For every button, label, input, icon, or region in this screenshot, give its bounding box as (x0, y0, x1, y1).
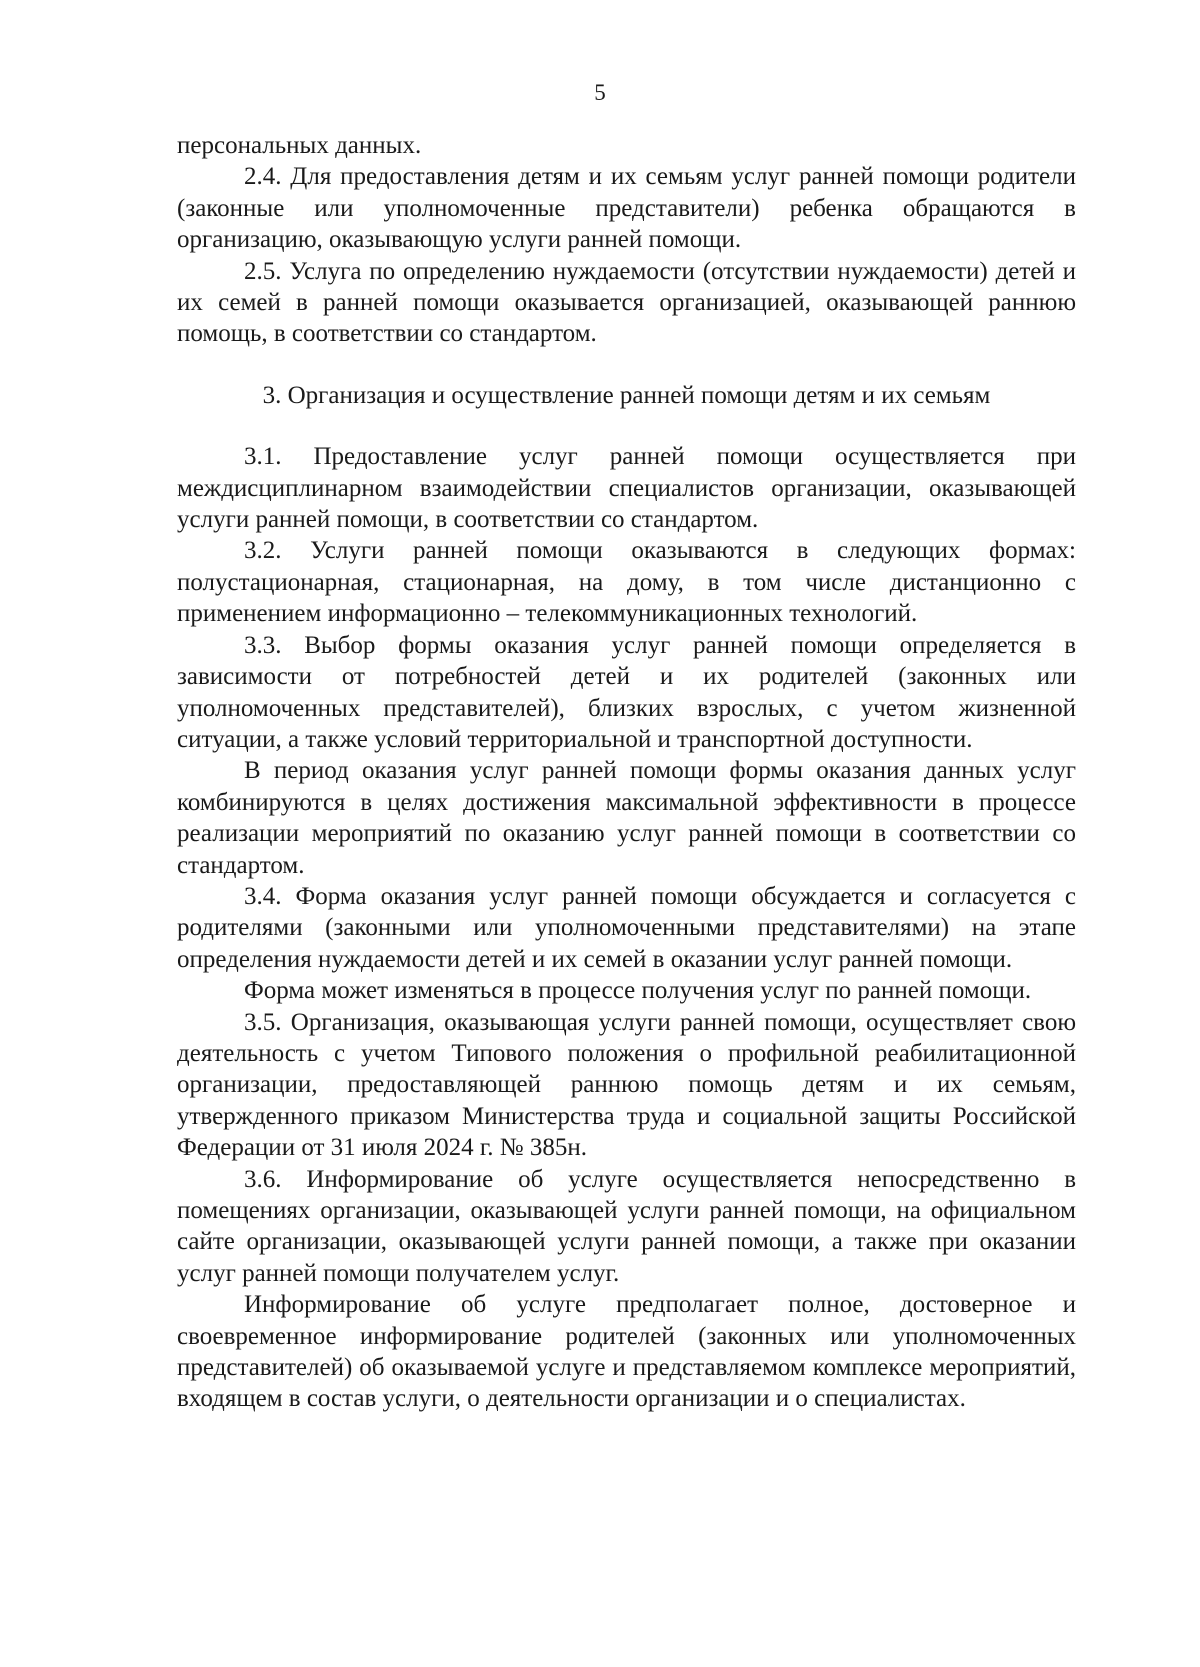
paragraph-3-4-continued: Форма может изменяться в процессе получения услуг по ранней помощи. (244, 977, 1032, 1005)
paragraph-2-5: 2.5. Услуга по определению нуждаемости (отсутствии нуждаемости) детей и их семей в ранней помощи оказывается организацией, оказывающей раннюю помощь, в соответствии со стандартом. (177, 257, 1076, 348)
paragraph-3-1: 3.1. Предоставление услуг ранней помощи осуществляется при междисциплинарном взаимодействии специалистов организации, оказывающей услуги ранней помощи, в соответствии со стандартом. (177, 443, 1076, 534)
page-number: 5 (594, 80, 606, 105)
paragraph-3-3-continued: В период оказания услуг ранней помощи формы оказания данных услуг комбинируются в целях достижения максимальной эффективности в процессе реализации мероприятий по оказанию услуг ранней помощи в соответствии со стандартом. (177, 757, 1076, 879)
paragraph-3-6-continued: Информирование об услуге предполагает полное, достоверное и своевременное информирование родителей (законных или уполномоченных представителей) об оказываемой услуге и представляемом комплексе мероприятий, входящем в состав услуги, о деятельности организации и о специалистах. (177, 1291, 1076, 1413)
paragraph-3-5: 3.5. Организация, оказывающая услуги ранней помощи, осуществляет свою деятельность с учетом Типового положения о профильной реабилитационной организации, предоставляющей раннюю помощь детям и их семьям, утвержденного приказом Министерства труда и социальной защиты Российской Федерации от 31 июля 2024 г. № 385н. (177, 1008, 1076, 1162)
paragraph-3-4: 3.4. Форма оказания услуг ранней помощи обсуждается и согласуется с родителями (законными или уполномоченными представителями) на этапе определения нуждаемости детей и их семей в оказании услуг ранней помощи. (177, 882, 1076, 973)
paragraph-3-6: 3.6. Информирование об услуге осуществляется непосредственно в помещениях организации, оказывающей услуги ранней помощи, на официальном сайте организации, оказывающей услуги ранней помощи, а также при оказании услуг ранней помощи получателем услуг. (177, 1165, 1076, 1287)
paragraph-3-3: 3.3. Выбор формы оказания услуг ранней помощи определяется в зависимости от потребностей детей и их родителей (законных или уполномоченных представителей), близких взрослых, с учетом жизненной ситуации, а также условий территориальной и транспортной доступности. (177, 631, 1076, 753)
section-3-heading: 3. Организация и осуществление ранней помощи детям и их семьям (262, 381, 991, 409)
paragraph-continuation: персональных данных. (177, 132, 422, 159)
document-body (177, 130, 1076, 1415)
paragraph-2-4: 2.4. Для предоставления детям и их семьям услуг ранней помощи родители (законные или уполномоченные представители) ребенка обращаются в организацию, оказывающую услуги ранней помощи. (177, 163, 1076, 254)
paragraph-3-2: 3.2. Услуги ранней помощи оказываются в следующих формах: полустационарная, стационарная, на дому, в том числе дистанционно с применением информационно – телекоммуникационных технологий. (177, 537, 1076, 628)
